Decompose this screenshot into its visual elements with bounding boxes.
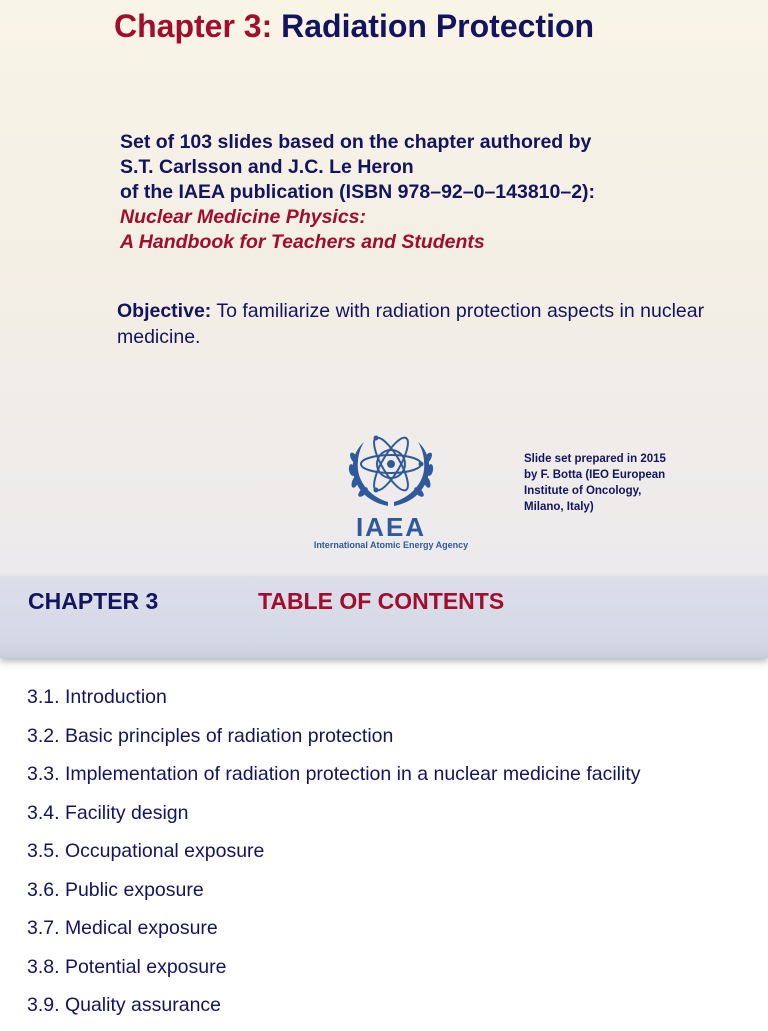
prepared-line-2: by F. Botta (IEO European	[524, 469, 666, 481]
logo-full-name: International Atomic Energy Agency	[313, 540, 469, 550]
credits-line-1: Set of 103 slides based on the chapter authored by	[120, 131, 592, 153]
toc-header	[0, 576, 768, 658]
toc-slide	[0, 576, 768, 1024]
title-main: Radiation Protection	[281, 8, 595, 44]
credits-block	[120, 130, 595, 255]
credits-line-3: of the IAEA publication (ISBN 978–92–0–143810–2):	[120, 181, 596, 203]
toc-list	[27, 684, 641, 1031]
toc-item[interactable]: 3.6. Public exposure	[27, 878, 204, 901]
iaea-logo	[306, 428, 476, 554]
objective	[117, 298, 717, 350]
objective-label: Objective:	[117, 300, 212, 322]
prepared-line-4: Milano, Italy)	[524, 501, 594, 513]
toc-item[interactable]: 3.9. Quality assurance	[27, 994, 222, 1016]
chapter-label: CHAPTER 3	[28, 588, 159, 614]
logo-name: IAEA	[355, 512, 427, 542]
book-title-line-2: A Handbook for Teachers and Students	[120, 231, 485, 253]
toc-item[interactable]: 3.1. Introduction	[27, 686, 167, 708]
toc-item[interactable]: 3.3. Implementation of radiation protection in a nuclear medicine facility	[27, 763, 641, 785]
toc-title: TABLE OF CONTENTS	[258, 588, 505, 614]
toc-item[interactable]: 3.7. Medical exposure	[27, 917, 218, 939]
title-prefix: Chapter 3:	[114, 8, 273, 44]
toc-item[interactable]: 3.5. Occupational exposure	[27, 840, 265, 862]
prepared-line-3: Institute of Oncology,	[524, 485, 642, 497]
slide-title	[114, 8, 594, 45]
iaea-emblem-icon	[344, 428, 438, 510]
prepared-by-note	[524, 451, 704, 515]
toc-item[interactable]: 3.8. Potential exposure	[27, 955, 227, 978]
prepared-line-1: Slide set prepared in 2015	[524, 453, 666, 465]
credits-line-2: S.T. Carlsson and J.C. Le Heron	[120, 156, 414, 178]
book-title-line-1: Nuclear Medicine Physics:	[120, 206, 367, 228]
toc-item[interactable]: 3.2. Basic principles of radiation protection	[27, 724, 394, 747]
objective-text: To familiarize with radiation protection aspects in nuclear medicine.	[117, 300, 705, 348]
toc-item[interactable]: 3.4. Facility design	[27, 801, 189, 824]
